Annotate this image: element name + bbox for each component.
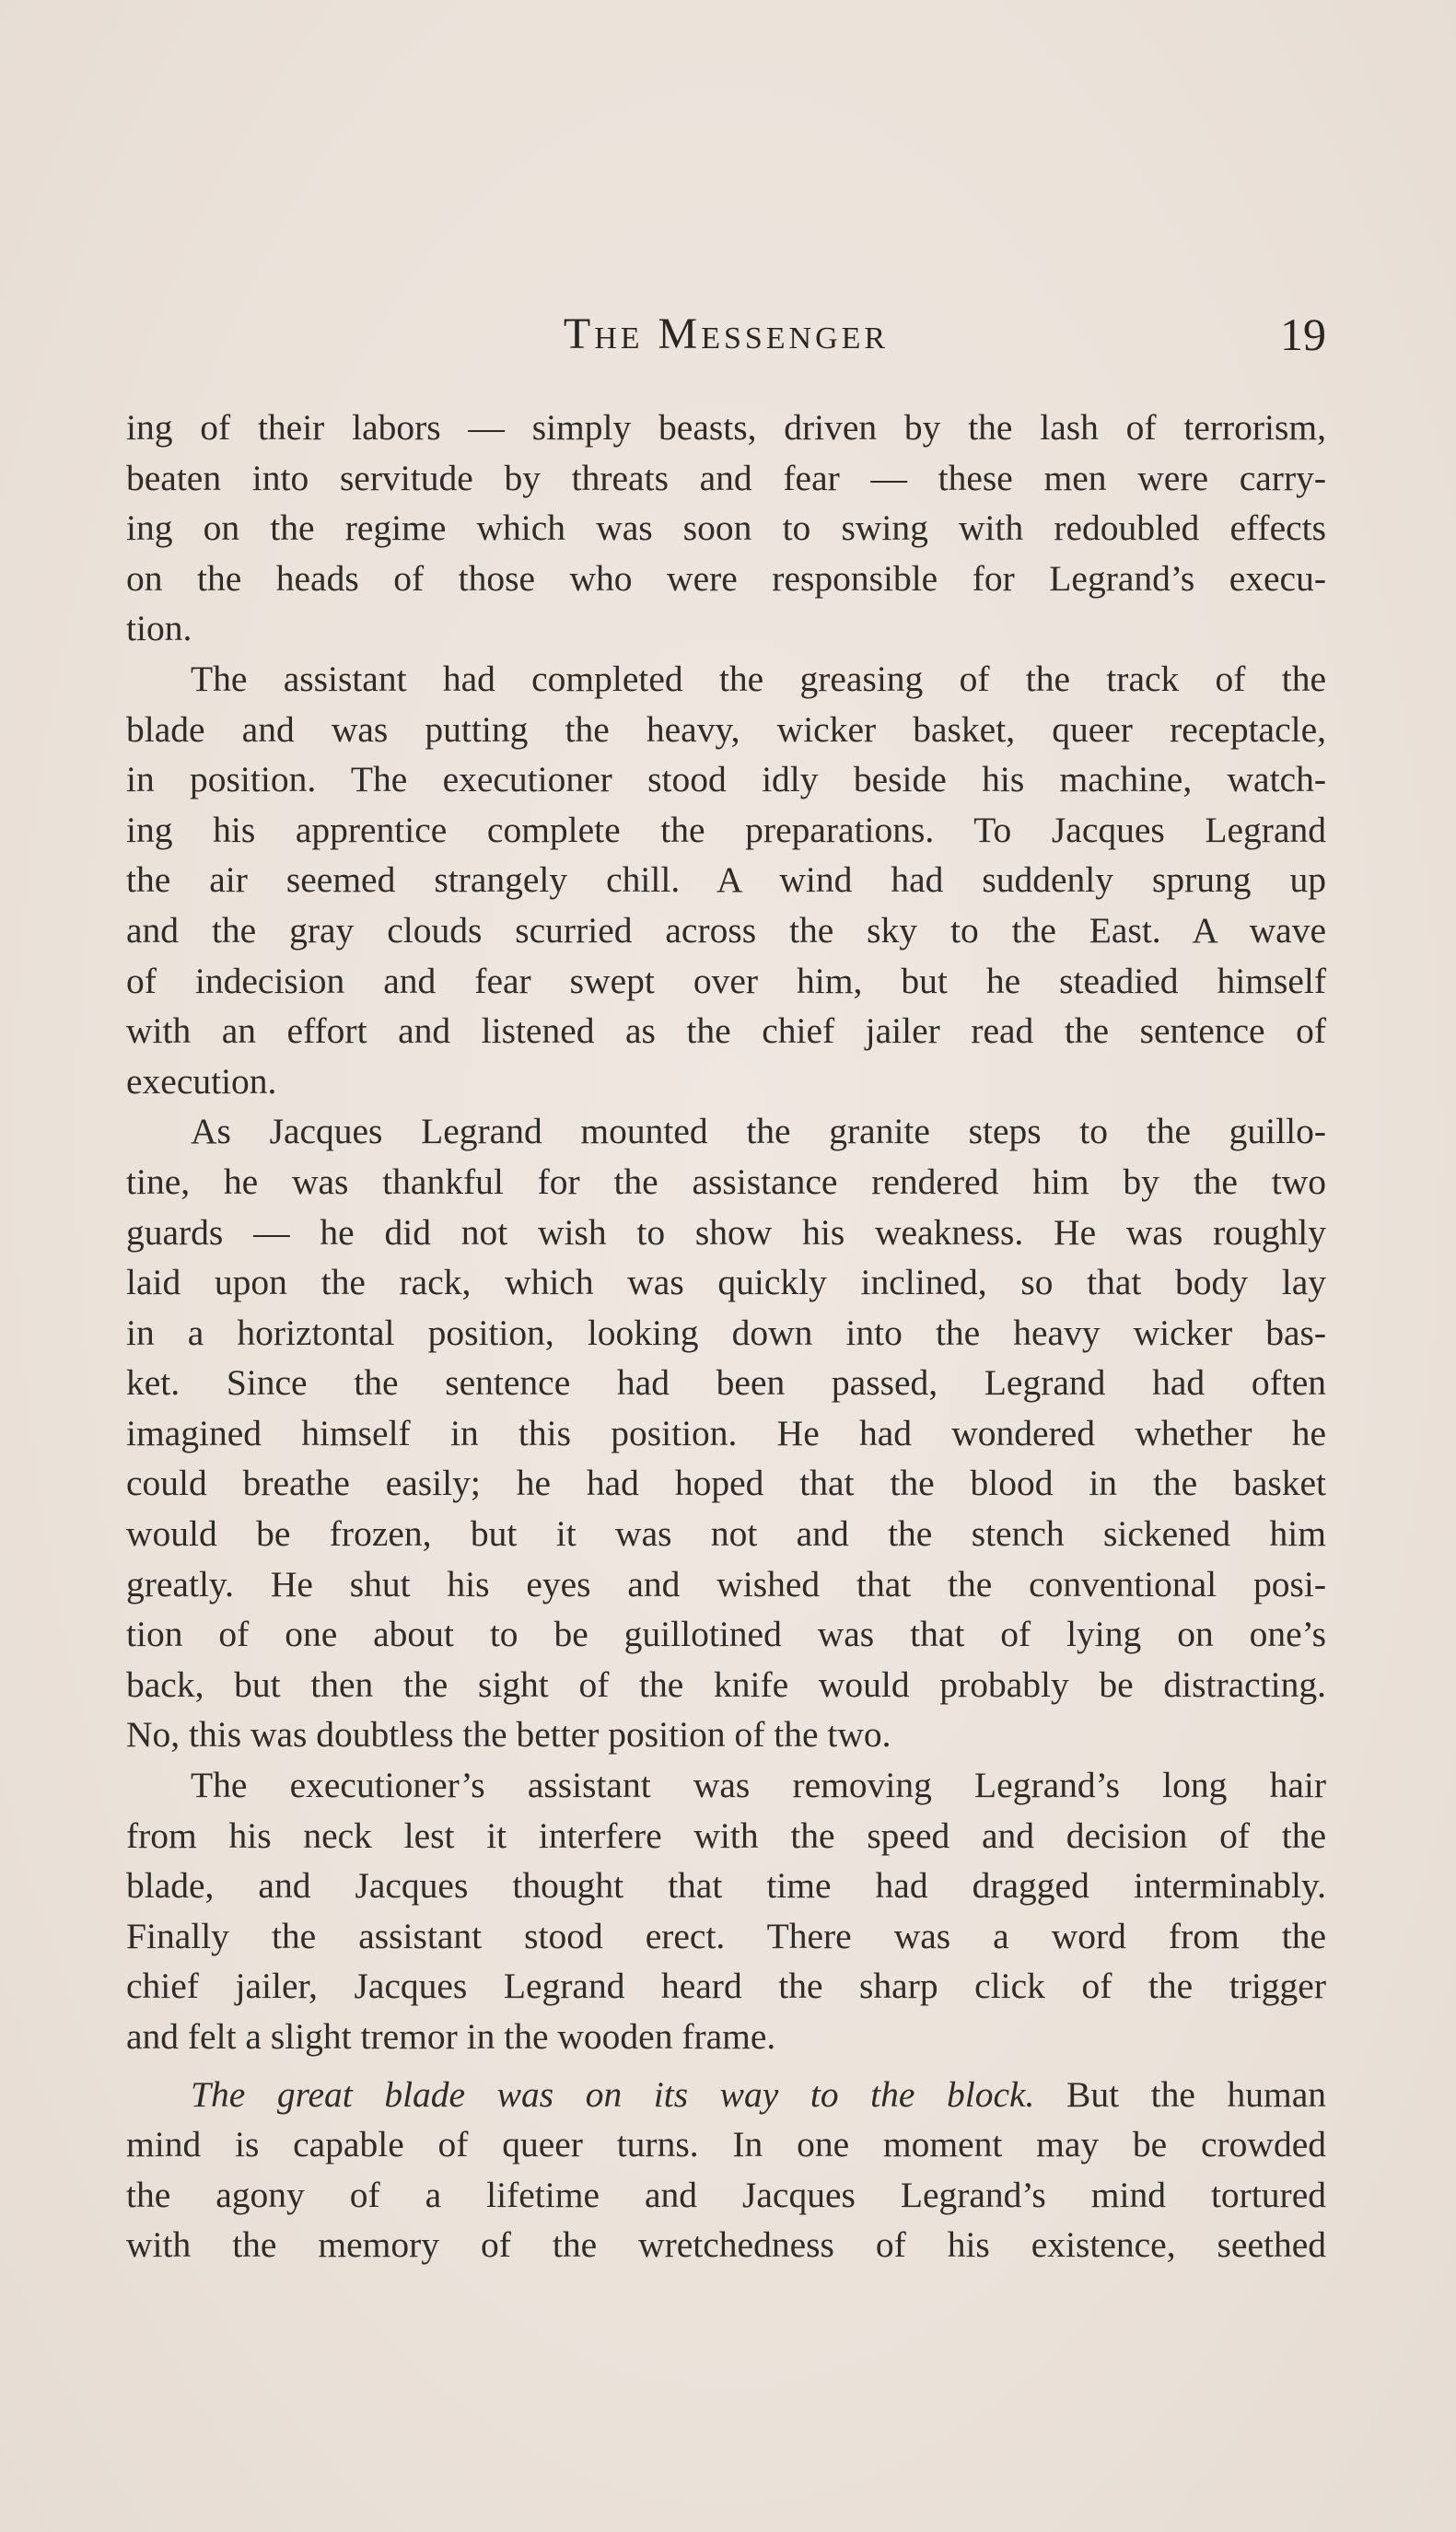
paragraph bbox=[126, 1106, 1326, 1760]
text-line: tion of one about to be guillotined was that of lying on one’s bbox=[126, 1614, 1326, 1655]
page-header bbox=[126, 302, 1326, 367]
text-fragment: But the human bbox=[1034, 2073, 1326, 2115]
paragraph bbox=[126, 2070, 1326, 2270]
text-line: could breathe easily; he had hoped that the blood in the basket bbox=[126, 1463, 1326, 1504]
text-line: with an effort and listened as the chief jailer read the sentence of bbox=[126, 1010, 1326, 1052]
text-line: ing his apprentice complete the preparations. To Jacques Legrand bbox=[126, 809, 1326, 850]
paragraph bbox=[126, 403, 1326, 654]
text-line: The assistant had completed the greasing of the track of the bbox=[191, 658, 1326, 699]
text-line: imagined himself in this position. He had wondered whether he bbox=[126, 1412, 1326, 1453]
text-line: in position. The executioner stood idly beside his machine, watch- bbox=[126, 759, 1326, 800]
text-line: As Jacques Legrand mounted the granite steps to the guillo- bbox=[191, 1111, 1326, 1152]
text-line: tine, he was thankful for the assistance rendered him by the two bbox=[126, 1161, 1326, 1202]
body-text bbox=[126, 403, 1326, 2270]
text-line: blade, and Jacques thought that time had dragged interminably. bbox=[126, 1865, 1326, 1907]
text-line: blade and was putting the heavy, wicker basket, queer receptacle, bbox=[126, 708, 1326, 750]
text-line: and felt a slight tremor in the wooden frame. bbox=[126, 2016, 776, 2057]
text-line: execution. bbox=[126, 1060, 277, 1102]
text-line: chief jailer, Jacques Legrand heard the sharp click of the trigger bbox=[126, 1966, 1326, 2007]
page-number: 19 bbox=[1280, 309, 1326, 360]
text-line: with the memory of the wretchedness of his existence, seethed bbox=[126, 2224, 1326, 2266]
text-line: ket. Since the sentence had been passed, Legrand had often bbox=[126, 1362, 1326, 1404]
text-line: from his neck lest it interfere with the speed and decision of the bbox=[126, 1814, 1326, 1856]
text-line: the air seemed strangely chill. A wind had suddenly sprung up bbox=[126, 859, 1326, 901]
text-line: greatly. He shut his eyes and wished that the conventional posi- bbox=[126, 1563, 1326, 1604]
text-line: Finally the assistant stood erect. There was a word from the bbox=[126, 1915, 1326, 1956]
text-line: mind is capable of queer turns. In one moment may be crowded bbox=[126, 2124, 1326, 2165]
text-line: The executioner’s assistant was removing Legrand’s long hair bbox=[191, 1765, 1326, 1806]
running-title: The Messenger bbox=[563, 309, 890, 358]
text-line bbox=[126, 2070, 1326, 2120]
text-line: would be frozen, but it was not and the stench sickened him bbox=[126, 1513, 1326, 1555]
text-line: the agony of a lifetime and Jacques Legrand’s mind tortured bbox=[126, 2174, 1326, 2215]
text-line: tion. bbox=[126, 608, 192, 649]
text-line: laid upon the rack, which was quickly inclined, so that body lay bbox=[126, 1262, 1326, 1303]
text-line: No, this was doubtless the better position of the two. bbox=[126, 1714, 891, 1756]
text-line: ing on the regime which was soon to swing with redoubled effects bbox=[126, 508, 1326, 549]
text-line: on the heads of those who were responsible for Legrand’s execu- bbox=[126, 557, 1326, 599]
text-line: in a horiztontal position, looking down into the heavy wicker bas- bbox=[126, 1312, 1326, 1353]
paragraph bbox=[126, 1760, 1326, 2062]
text-line: guards — he did not wish to show his weakness. He was roughly bbox=[126, 1211, 1326, 1253]
italic-text: The great blade was on its way to the block. bbox=[191, 2073, 1035, 2115]
text-line: back, but then the sight of the knife would probably be distracting. bbox=[126, 1663, 1326, 1705]
text-line: beaten into servitude by threats and fear — these men were carry- bbox=[126, 457, 1326, 498]
text-line: of indecision and fear swept over him, but he steadied himself bbox=[126, 960, 1326, 1001]
paragraph-gap bbox=[126, 2062, 1326, 2070]
text-line: and the gray clouds scurried across the sky to the East. A wave bbox=[126, 909, 1326, 951]
paragraph bbox=[126, 654, 1326, 1106]
text-line: ing of their labors — simply beasts, driven by the lash of terrorism, bbox=[126, 407, 1326, 448]
